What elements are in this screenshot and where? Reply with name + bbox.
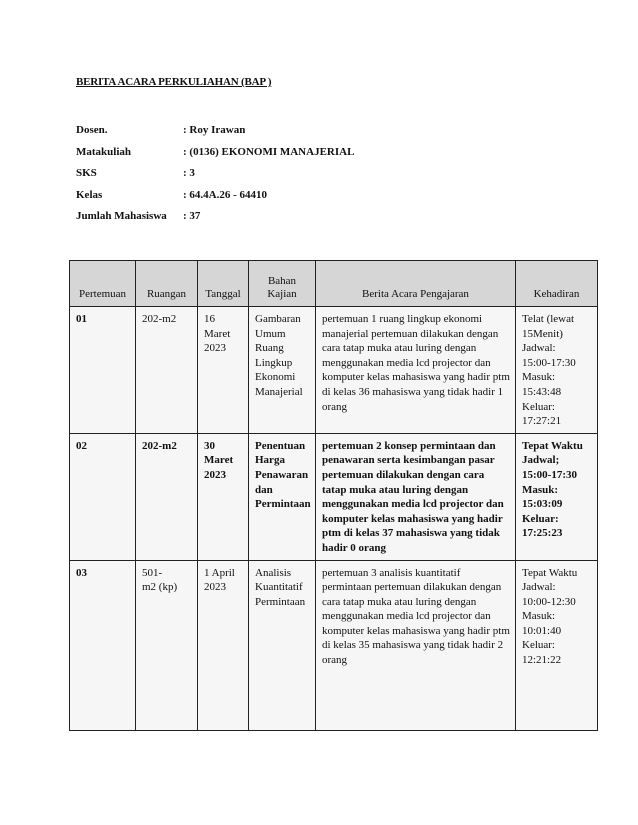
cell-tanggal: 1 April 2023 bbox=[198, 560, 249, 730]
table-header-row bbox=[70, 261, 598, 307]
info-value: : 64.4A.26 - 64410 bbox=[183, 188, 268, 201]
info-label: SKS bbox=[76, 167, 97, 179]
cell-tanggal: 16 Maret 2023 bbox=[198, 307, 249, 434]
info-label: Kelas bbox=[76, 188, 103, 201]
cell-bahan-kajian: Penentuan Harga Penawaran dan Permintaan bbox=[249, 433, 316, 560]
cell-ruangan: 202-m2 bbox=[136, 433, 198, 560]
info-label: Matakuliah bbox=[76, 145, 132, 158]
cell-kehadiran: Tepat Waktu Jadwal: 10:00-12:30 Masuk: 10:01:40 Keluar: 12:21:22 bbox=[516, 560, 598, 730]
cell-kehadiran: Telat (lewat 15Menit) Jadwal: 15:00-17:30 Masuk: 15:43:48 Keluar: 17:27:21 bbox=[516, 307, 598, 434]
cell-kehadiran: Tepat Waktu Jadwal; 15:00-17:30 Masuk: 15:03:09 Keluar: 17:25:23 bbox=[516, 433, 598, 560]
info-value: : 37 bbox=[183, 210, 201, 222]
cell-pertemuan: 03 bbox=[70, 560, 136, 730]
column-header-bahan-kajian: Bahan Kajian bbox=[249, 261, 316, 307]
info-label: Jumlah Mahasiswa bbox=[76, 210, 167, 222]
cell-pertemuan: 02 bbox=[70, 433, 136, 560]
info-label: Dosen. bbox=[76, 124, 108, 136]
cell-tanggal: 30 Maret 2023 bbox=[198, 433, 249, 560]
column-header-pertemuan: Pertemuan bbox=[70, 261, 136, 307]
cell-berita-acara: pertemuan 2 konsep permintaan dan penawaran serta kesimbangan pasar pertemuan dilakukan dengan cara tatap muka atau luring dengan menggunakan media lcd projector dan komputer kelas mahasiswa yang hadir ptm di kelas 37 mahasiswa yang tidak hadir 0 orang bbox=[316, 433, 516, 560]
info-value: : 3 bbox=[183, 167, 195, 179]
cell-berita-acara: pertemuan 1 ruang lingkup ekonomi manajerial pertemuan dilakukan dengan cara tatap muka atau luring dengan menggunakan media lcd projector dan komputer kelas mahasiswa yang hadir ptm di kelas 36 mahasiswa yang tidak hadir 1 orang bbox=[316, 307, 516, 434]
cell-ruangan: 501- m2 (kp) bbox=[136, 560, 198, 730]
info-value: : Roy Irawan bbox=[183, 124, 246, 136]
table-row bbox=[70, 307, 598, 434]
column-header-tanggal: Tanggal bbox=[198, 261, 249, 307]
bap-table bbox=[69, 260, 598, 731]
table-row bbox=[70, 560, 598, 730]
column-header-ruangan: Ruangan bbox=[136, 261, 198, 307]
column-header-kehadiran: Kehadiran bbox=[516, 261, 598, 307]
info-value: : (0136) EKONOMI MANAJERIAL bbox=[183, 145, 355, 158]
cell-pertemuan: 01 bbox=[70, 307, 136, 434]
document-title: BERITA ACARA PERKULIAHAN (BAP ) bbox=[76, 76, 272, 88]
cell-bahan-kajian: Gambaran Umum Ruang Lingkup Ekonomi Manajerial bbox=[249, 307, 316, 434]
cell-bahan-kajian: Analisis Kuantitatif Permintaan bbox=[249, 560, 316, 730]
cell-ruangan: 202-m2 bbox=[136, 307, 198, 434]
cell-berita-acara: pertemuan 3 analisis kuantitatif permintaan pertemuan dilakukan dengan cara tatap muka atau luring dengan menggunakan media lcd projector dan komputer kelas mahasiswa yang hadir ptm di kelas 35 mahasiswa yang tidak hadir 2 orang bbox=[316, 560, 516, 730]
column-header-berita-acara: Berita Acara Pengajaran bbox=[316, 261, 516, 307]
table-row bbox=[70, 433, 598, 560]
